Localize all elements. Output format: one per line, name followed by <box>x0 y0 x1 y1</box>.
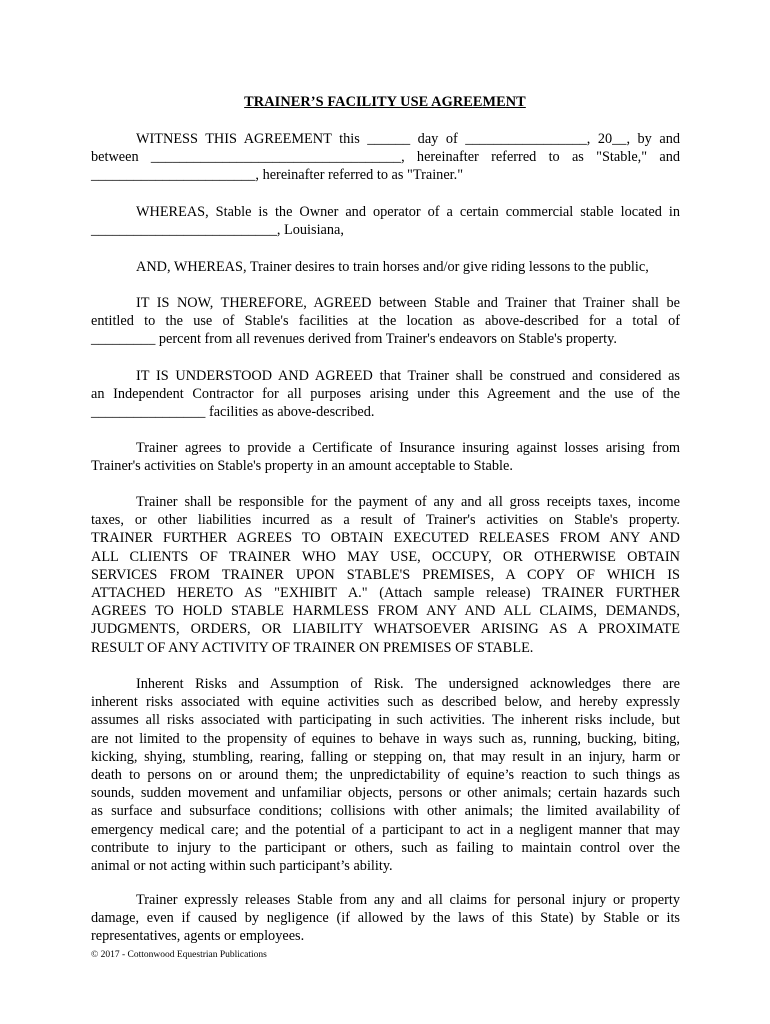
paragraph <box>91 258 680 276</box>
text-line <box>91 839 680 857</box>
text-line <box>91 457 680 475</box>
text-span: sounds, sudden movement and unfamiliar objects, persons or other animals; certain hazards such <box>91 785 680 802</box>
text-line <box>91 821 680 839</box>
paragraph <box>91 439 680 475</box>
text-line <box>91 511 680 529</box>
text-line <box>91 312 680 330</box>
text-span: between ___________________________________, hereinafter referred to as "Stable," and <box>91 149 680 166</box>
paragraph <box>91 130 680 185</box>
text-span: JUDGMENTS, ORDERS, OR LIABILITY WHATSOEVER ARISING AS A PROXIMATE <box>91 621 680 638</box>
text-line <box>91 330 680 348</box>
text-span: ATTACHED HERETO AS "EXHIBIT A." (Attach sample release) TRAINER FURTHER <box>91 585 680 602</box>
text-span: WHEREAS, Stable is the Owner and operator of a certain commercial stable located in <box>136 204 680 220</box>
text-line <box>91 891 680 909</box>
text-span: an Independent Contractor for all purposes arising under this Agreement and the use of the <box>91 386 680 403</box>
text-line <box>91 439 680 457</box>
text-span: emergency medical care; and the potential of a participant to act in a negligent manner that may <box>91 821 680 838</box>
text-line <box>91 693 680 711</box>
text-span: AND, WHEREAS, Trainer desires to train horses and/or give riding lessons to the public, <box>136 259 649 275</box>
text-span: representatives, agents or employees. <box>91 928 305 945</box>
paragraph <box>91 891 680 946</box>
text-line <box>91 784 680 802</box>
paragraph <box>91 675 680 875</box>
text-span: death to persons on or around them; the unpredictability of equine’s reaction to such things as <box>91 767 680 784</box>
text-line <box>91 385 680 403</box>
text-line <box>91 258 680 276</box>
paragraph <box>91 493 680 657</box>
text-span: __________________________, Louisiana, <box>91 222 344 239</box>
paragraph <box>91 294 680 349</box>
text-span: entitled to the use of Stable's facilities at the location as above-described for a total of <box>91 313 680 330</box>
text-line <box>91 927 680 945</box>
text-line <box>91 148 680 166</box>
text-span: taxes, or other liabilities incurred as a result of Trainer's activities on Stable's property. <box>91 512 680 529</box>
text-line <box>91 675 680 693</box>
text-span: Trainer agrees to provide a Certificate of Insurance insuring against losses arising from <box>136 440 680 456</box>
text-span: _________ percent from all revenues derived from Trainer's endeavors on Stable's property. <box>91 331 617 348</box>
text-line <box>91 730 680 748</box>
text-line <box>91 566 680 584</box>
text-line <box>91 602 680 620</box>
text-line <box>91 802 680 820</box>
text-line <box>91 909 680 927</box>
text-span: damage, even if caused by negligence (if allowed by the laws of this State) by Stable or its <box>91 910 680 927</box>
text-line <box>91 548 680 566</box>
text-line <box>91 294 680 312</box>
text-span: animal or not acting within such participant’s ability. <box>91 858 393 875</box>
text-span: AGREES TO HOLD STABLE HARMLESS FROM ANY AND ALL CLAIMS, DEMANDS, <box>91 603 680 620</box>
text-line <box>91 221 680 239</box>
text-span: Trainer shall be responsible for the payment of any and all gross receipts taxes, income <box>136 494 680 510</box>
text-line <box>91 711 680 729</box>
text-span: contribute to injury to the participant or others, such as failing to maintain control over the <box>91 839 680 856</box>
text-line <box>91 529 680 547</box>
copyright-footer: © 2017 - Cottonwood Equestrian Publications <box>91 950 267 960</box>
document-title: TRAINER’S FACILITY USE AGREEMENT <box>244 94 526 110</box>
text-line <box>91 493 680 511</box>
text-span: ________________ facilities as above-described. <box>91 404 375 421</box>
text-span: inherent risks associated with equine activities such as described below, and hereby expressly <box>91 694 680 711</box>
text-line <box>91 766 680 784</box>
text-line <box>91 403 680 421</box>
text-span: IT IS NOW, THEREFORE, AGREED between Stable and Trainer that Trainer shall be <box>136 295 680 311</box>
text-line <box>91 584 680 602</box>
text-line <box>91 367 680 385</box>
text-span: are not limited to the propensity of equines to behave in ways such as, running, bucking, biting, <box>91 730 680 747</box>
text-span: Trainer's activities on Stable's property in an amount acceptable to Stable. <box>91 458 513 475</box>
text-span: kicking, shying, stumbling, rearing, falling or stepping on, that may result in an injury, harm or <box>91 748 680 765</box>
text-line <box>91 748 680 766</box>
text-span: IT IS UNDERSTOOD AND AGREED that Trainer shall be construed and considered as <box>136 368 680 384</box>
text-line <box>91 130 680 148</box>
text-span: Inherent Risks and Assumption of Risk. The undersigned acknowledges there are <box>136 676 680 692</box>
text-span: Trainer expressly releases Stable from any and all claims for personal injury or property <box>136 892 680 908</box>
text-line <box>91 857 680 875</box>
text-span: _______________________, hereinafter referred to as "Trainer." <box>91 167 464 184</box>
paragraph <box>91 203 680 239</box>
text-span: WITNESS THIS AGREEMENT this ______ day of _________________, 20__, by and <box>136 131 680 147</box>
text-span: SERVICES FROM TRAINER UPON STABLE'S PREMISES, A COPY OF WHICH IS <box>91 566 680 583</box>
text-span: RESULT OF ANY ACTIVITY OF TRAINER ON PREMISES OF STABLE. <box>91 639 534 656</box>
text-span: as surface and subsurface conditions; collisions with other animals; the limited availability of <box>91 803 680 820</box>
paragraph <box>91 367 680 422</box>
text-span: ALL CLIENTS OF TRAINER WHO MAY USE, OCCUPY, OR OTHERWISE OBTAIN <box>91 548 680 565</box>
text-line <box>91 620 680 638</box>
text-line <box>91 639 680 657</box>
text-line <box>91 203 680 221</box>
text-span: assumes all risks associated with participating in such activities. The inherent risks include, but <box>91 712 680 729</box>
text-line <box>91 166 680 184</box>
text-span: TRAINER FURTHER AGREES TO OBTAIN EXECUTED RELEASES FROM ANY AND <box>91 530 680 547</box>
